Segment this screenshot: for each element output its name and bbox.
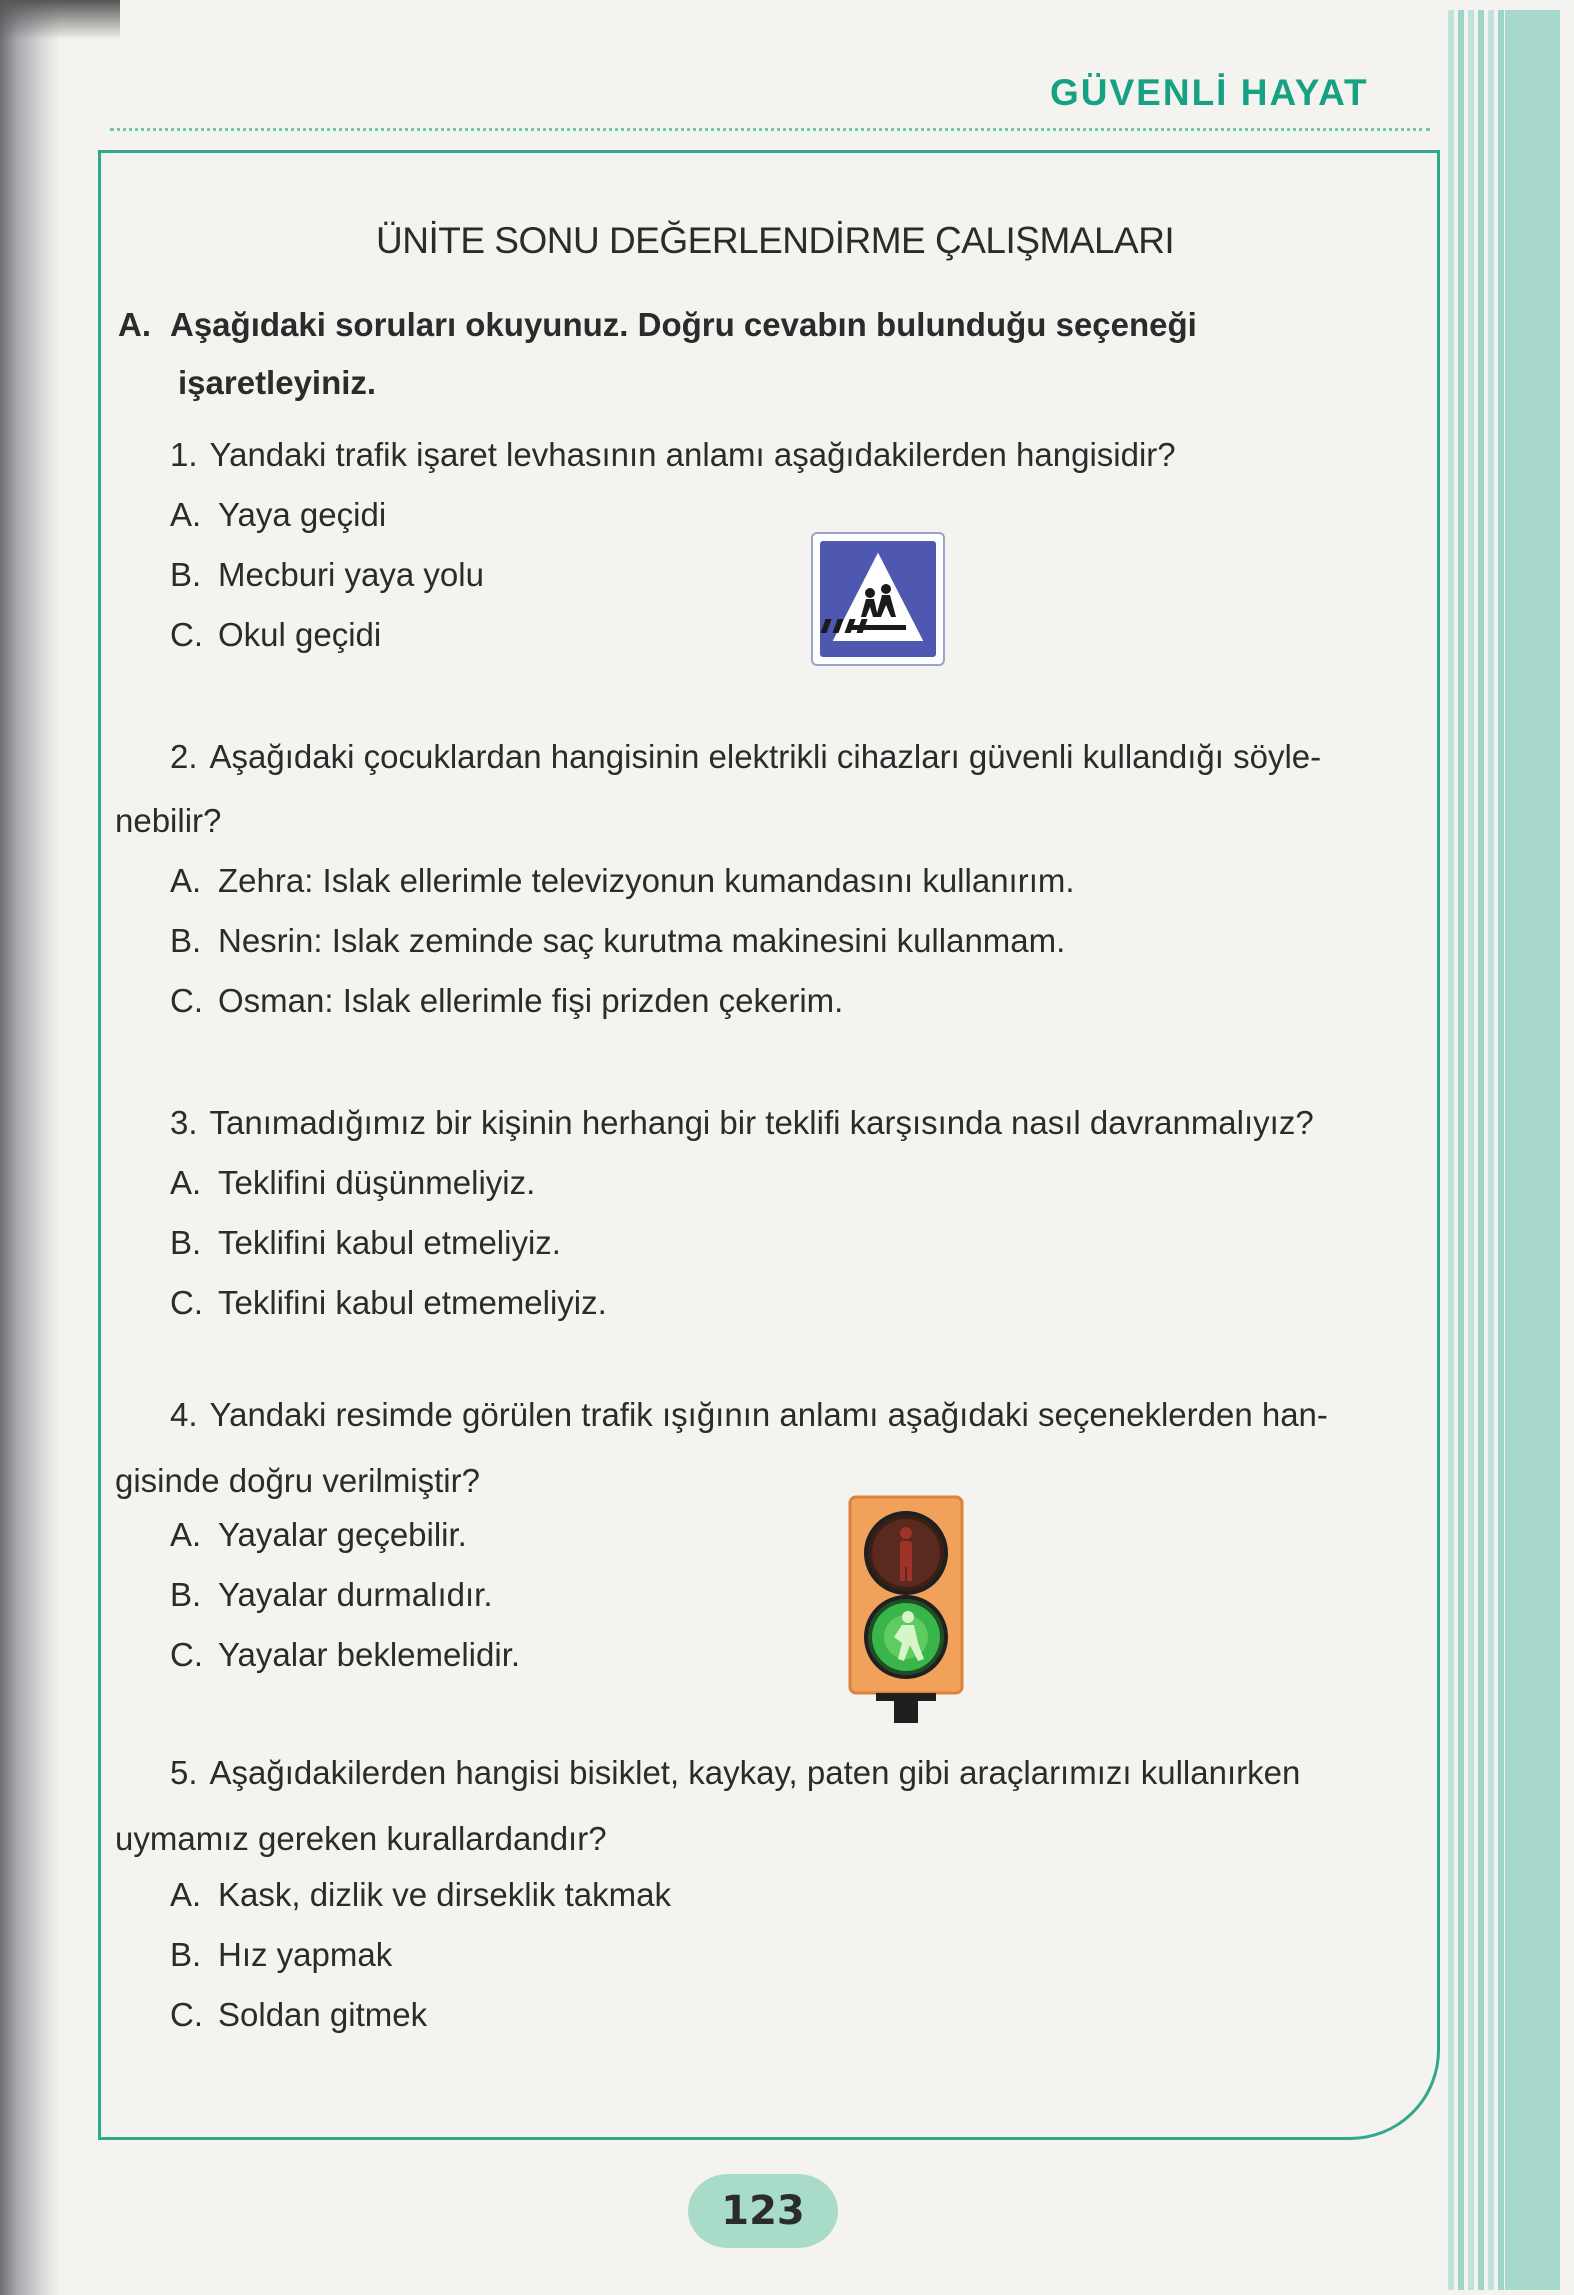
question-text: Tanımadığımız bir kişinin herhangi bir teklifi karşısında nasıl davranmalıyız?	[209, 1104, 1314, 1141]
option-text: Yayalar geçebilir.	[218, 1516, 467, 1553]
option-text: Kask, dizlik ve dirseklik takmak	[218, 1876, 671, 1913]
option-text: Yaya geçidi	[218, 496, 387, 533]
question-1	[170, 430, 1176, 480]
question-text-line2: uymamız gereken kurallardandır?	[115, 1820, 607, 1857]
question-number: 1.	[170, 436, 198, 473]
sign-panel	[820, 541, 936, 657]
question-5-option-c[interactable]	[170, 1996, 427, 2034]
option-letter: A.	[170, 862, 202, 899]
question-2	[170, 732, 1321, 782]
option-letter: B.	[170, 922, 202, 959]
crossing-sign-icon	[820, 541, 936, 657]
question-3-option-c[interactable]	[170, 1284, 607, 1322]
option-letter: B.	[170, 1936, 202, 1973]
question-4-option-b[interactable]	[170, 1576, 493, 1614]
question-5-option-b[interactable]	[170, 1936, 392, 1974]
question-1-option-a[interactable]	[170, 496, 386, 534]
question-text-line1: Yandaki resimde görülen trafik ışığının anlamı aşağıdaki seçeneklerden han-	[209, 1396, 1328, 1433]
option-text: Nesrin: Islak zeminde saç kurutma makinesini kullanmam.	[218, 922, 1066, 959]
question-1-option-c[interactable]	[170, 616, 381, 654]
question-3-option-b[interactable]	[170, 1224, 561, 1262]
option-text: Hız yapmak	[218, 1936, 393, 1973]
option-letter: C.	[170, 1996, 203, 2033]
option-letter: A.	[170, 1164, 202, 1201]
option-letter: C.	[170, 1636, 203, 1673]
pedestrian-traffic-light-icon	[848, 1495, 964, 1725]
question-1-option-b[interactable]	[170, 556, 484, 594]
question-number: 4.	[170, 1396, 198, 1433]
question-3-option-a[interactable]	[170, 1164, 535, 1202]
pedestrian-crossing-sign	[811, 532, 945, 666]
question-text-line1: Aşağıdaki çocuklardan hangisinin elektrikli cihazları güvenli kullandığı söyle-	[209, 738, 1322, 775]
option-text: Yayalar durmalıdır.	[218, 1576, 493, 1613]
option-text: Mecburi yaya yolu	[218, 556, 484, 593]
option-letter: A.	[170, 1516, 202, 1553]
option-letter: B.	[170, 1576, 202, 1613]
question-4-option-a[interactable]	[170, 1516, 467, 1554]
section-text-line2: işaretleyiniz.	[178, 364, 377, 401]
option-text: Osman: Islak ellerimle fişi prizden çekerim.	[218, 982, 844, 1019]
page-number: 123	[688, 2174, 838, 2248]
question-2-option-a[interactable]	[170, 862, 1075, 900]
section-text-line1: Aşağıdaki soruları okuyunuz. Doğru cevabın bulunduğu seçeneği	[170, 306, 1197, 343]
question-2-option-c[interactable]	[170, 982, 843, 1020]
question-number: 2.	[170, 738, 198, 775]
question-text-line2: gisinde doğru verilmiştir?	[115, 1462, 480, 1499]
question-5	[170, 1748, 1300, 1798]
question-number: 3.	[170, 1104, 198, 1141]
unit-title: ÜNİTE SONU DEĞERLENDİRME ÇALIŞMALARI	[376, 220, 1175, 261]
option-letter: C.	[170, 616, 203, 653]
question-number: 5.	[170, 1754, 198, 1791]
section-letter: A.	[118, 306, 151, 343]
question-2-option-b[interactable]	[170, 922, 1065, 960]
option-text: Teklifini kabul etmeliyiz.	[218, 1224, 561, 1261]
option-letter: B.	[170, 1224, 202, 1261]
question-text-line1: Aşağıdakilerden hangisi bisiklet, kaykay, paten gibi araçlarımızı kullanırken	[209, 1754, 1301, 1791]
question-2-continued	[115, 796, 221, 846]
page-header-title: GÜVENLİ HAYAT	[1050, 72, 1369, 113]
question-4	[170, 1390, 1328, 1440]
option-letter: B.	[170, 556, 202, 593]
option-letter: A.	[170, 1876, 202, 1913]
option-text: Yayalar beklemelidir.	[218, 1636, 521, 1673]
question-text: Yandaki trafik işaret levhasının anlamı aşağıdakilerden hangisidir?	[209, 436, 1176, 473]
question-text-line2: nebilir?	[115, 802, 222, 839]
question-5-option-a[interactable]	[170, 1876, 671, 1914]
question-4-option-c[interactable]	[170, 1636, 520, 1674]
option-text: Zehra: Islak ellerimle televizyonun kumandasını kullanırım.	[218, 862, 1075, 899]
section-instruction	[118, 296, 1268, 412]
option-text: Soldan gitmek	[218, 1996, 428, 2033]
question-4-continued	[115, 1456, 480, 1506]
question-5-continued	[115, 1814, 607, 1864]
option-letter: A.	[170, 496, 202, 533]
option-text: Okul geçidi	[218, 616, 382, 653]
option-text: Teklifini kabul etmemeliyiz.	[218, 1284, 607, 1321]
option-letter: C.	[170, 982, 203, 1019]
option-text: Teklifini düşünmeliyiz.	[218, 1164, 536, 1201]
question-3	[170, 1098, 1314, 1148]
option-letter: C.	[170, 1284, 203, 1321]
